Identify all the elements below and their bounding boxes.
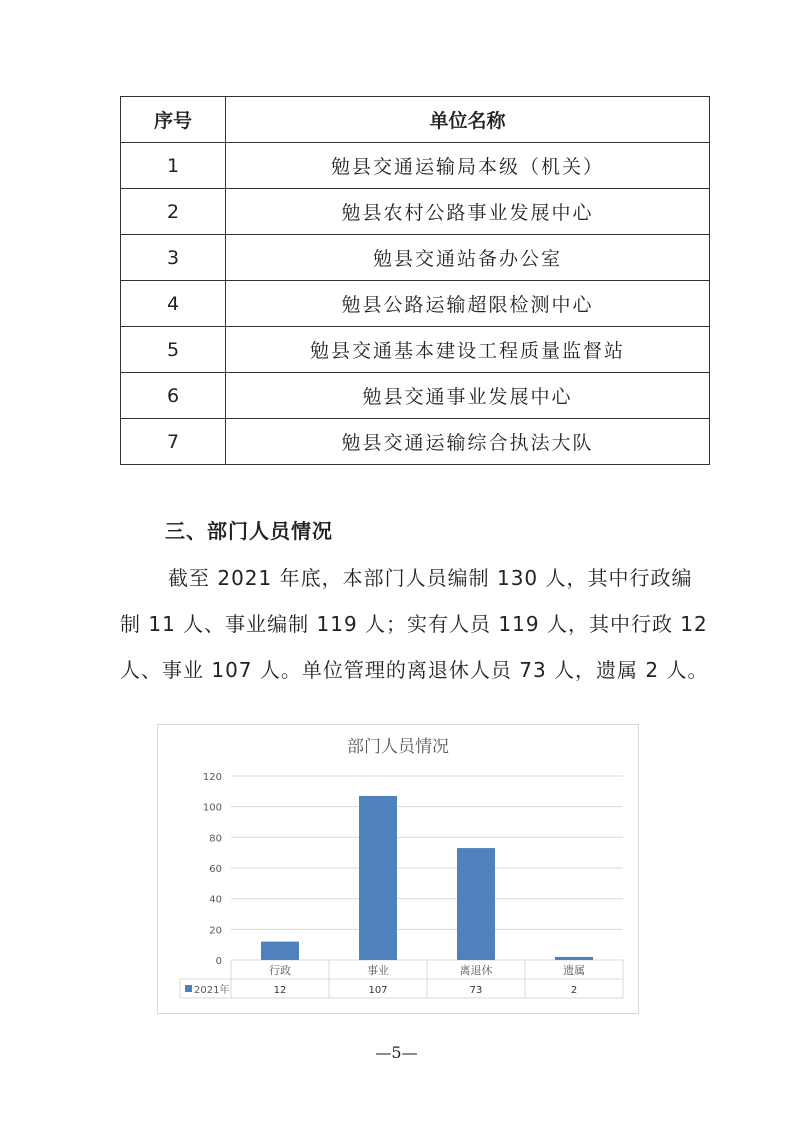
data-label: 73 [469,985,483,996]
y-tick-label: 100 [202,802,222,814]
header-index: 序号 [121,97,226,143]
staff-chart [157,724,639,1014]
row-index: 2 [121,189,226,235]
row-index: 6 [121,373,226,419]
bar-事业 [359,796,397,960]
y-tick-label: 80 [209,833,222,845]
row-unit-name: 勉县交通运输综合执法大队 [226,419,710,465]
table-row [121,419,710,465]
row-unit-name: 勉县农村公路事业发展中心 [226,189,710,235]
bar-离退休 [457,848,495,960]
row-index: 4 [121,281,226,327]
data-label: 12 [273,985,287,996]
section-heading: 三、部门人员情况 [165,519,333,543]
y-tick-label: 120 [202,772,222,783]
unit-table [120,96,710,465]
legend-label: 2021年 [194,985,230,996]
row-index: 1 [121,143,226,189]
row-index: 3 [121,235,226,281]
y-tick-label: 60 [209,864,222,875]
chart-title: 部门人员情况 [347,737,449,757]
bar-行政 [261,942,299,960]
row-unit-name: 勉县交通运输局本级（机关） [226,143,710,189]
data-label: 2 [570,985,578,996]
bar-遗属 [555,957,593,960]
table-row [121,189,710,235]
legend-swatch [185,985,192,992]
table-header-row [121,97,710,143]
row-unit-name: 勉县公路运输超限检测中心 [226,281,710,327]
table-row [121,235,710,281]
staff-paragraph: 截至 2021 年底，本部门人员编制 130 人，其中行政编制 11 人、事业编制 119 人；实有人员 119 人，其中行政 12 人、事业 107 人。单位管理的离退休人员 73 人，遗属 2 人。 [120,566,709,682]
row-unit-name: 勉县交通站备办公室 [226,235,710,281]
row-index: 5 [121,327,226,373]
x-tick-label: 离退休 [459,964,493,977]
header-unit-name: 单位名称 [226,97,710,143]
row-unit-name: 勉县交通事业发展中心 [226,373,710,419]
page-number: —5— [375,1043,418,1062]
row-unit-name: 勉县交通基本建设工程质量监督站 [226,327,710,373]
table-row [121,327,710,373]
row-index: 7 [121,419,226,465]
x-tick-label: 事业 [367,964,389,977]
x-tick-label: 行政 [269,964,291,977]
data-label: 107 [368,985,388,996]
y-tick-label: 0 [215,956,222,967]
table-row [121,373,710,419]
table-row [121,281,710,327]
x-tick-label: 遗属 [563,964,585,977]
chart-svg [158,725,638,1013]
table-row [121,143,710,189]
y-tick-label: 40 [209,894,222,906]
y-tick-label: 20 [209,925,222,937]
